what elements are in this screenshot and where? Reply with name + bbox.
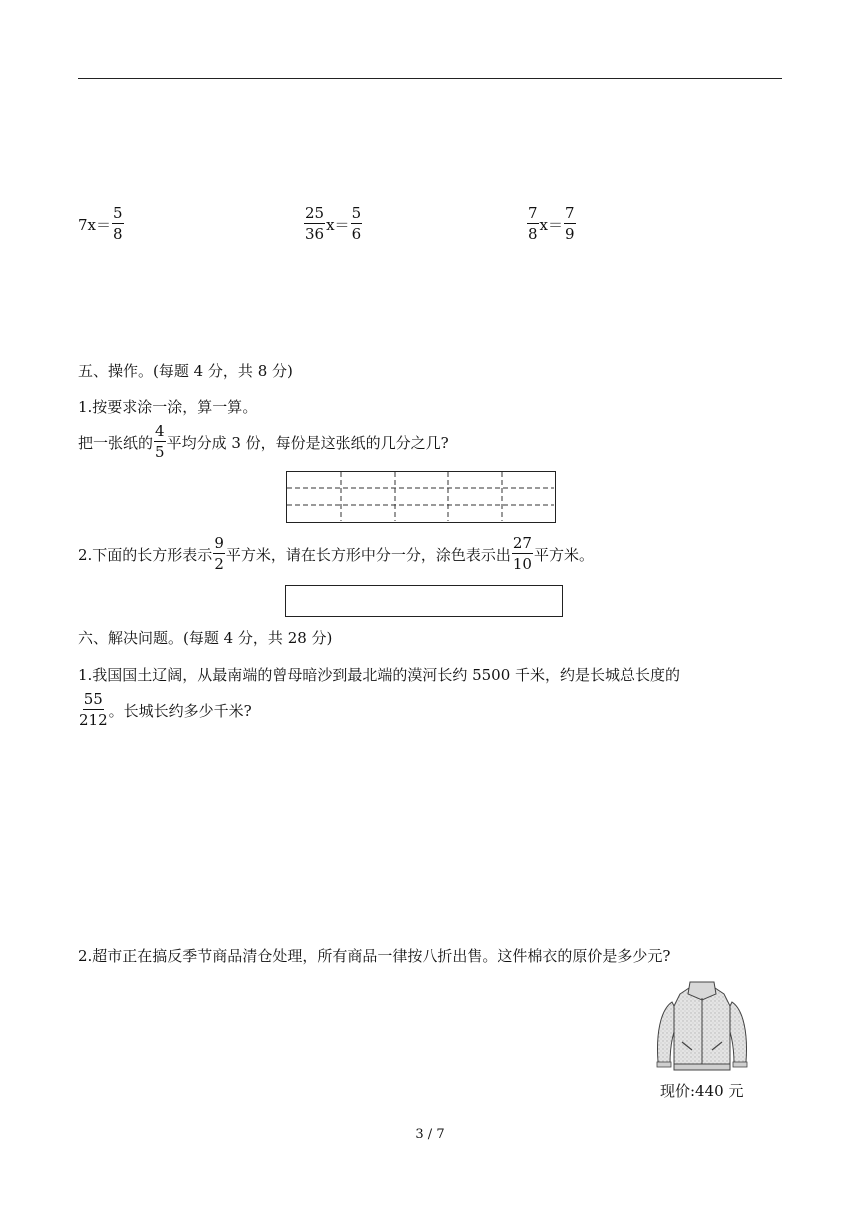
q2-text-pre: 2.下面的长方形表示 [78, 545, 213, 564]
price-label: 现价:440 元 [660, 1082, 744, 1100]
fraction [351, 206, 363, 242]
numerator: 55 [83, 690, 103, 708]
equation-2 [303, 206, 363, 242]
paper-grid-lines [287, 472, 554, 521]
q1-text-post: 。长城长约多少千米? [108, 701, 252, 720]
section-6-heading: 六、解决问题。(每题 4 分，共 28 分) [78, 629, 333, 647]
section-5-q1-title: 1.按要求涂一涂，算一算。 [78, 398, 258, 416]
numerator: 25 [305, 204, 325, 222]
fraction [154, 424, 166, 460]
fraction [564, 206, 576, 242]
paper-grid-diagram [286, 471, 556, 523]
fraction [512, 536, 533, 572]
page-number: 3 / 7 [415, 1127, 445, 1142]
header-rule [78, 78, 782, 79]
denominator: 8 [113, 225, 123, 243]
denominator: 36 [305, 225, 325, 243]
q2-text-post: 平方米。 [533, 545, 594, 564]
numerator: 9 [214, 534, 224, 552]
numerator: 27 [512, 534, 532, 552]
q2-text-mid: 平方米，请在长方形中分一分，涂色表示出 [225, 545, 511, 564]
fraction [304, 206, 325, 242]
fraction [213, 536, 225, 572]
numerator: 7 [565, 204, 575, 222]
numerator: 4 [155, 422, 165, 440]
equation-2-mid: x＝ [326, 215, 350, 234]
fraction [79, 692, 108, 728]
section-6-q1-line2 [78, 692, 252, 728]
fraction [112, 206, 124, 242]
numerator: 7 [528, 204, 538, 222]
denominator: 6 [351, 225, 362, 243]
section-5-q1-text [78, 424, 449, 460]
denominator: 10 [512, 555, 532, 573]
denominator: 8 [528, 225, 538, 243]
denominator: 5 [155, 443, 165, 461]
jacket-image [650, 980, 754, 1076]
rectangle-diagram [285, 585, 563, 617]
equation-1-lhs: 7x＝ [78, 215, 112, 234]
equation-3-mid: x＝ [539, 215, 564, 234]
numerator: 5 [351, 204, 362, 222]
denominator: 2 [214, 555, 224, 573]
equation-1 [78, 206, 125, 242]
numerator: 5 [113, 204, 123, 222]
equation-3 [526, 206, 577, 242]
fraction [527, 206, 539, 242]
q1-text-post: 平均分成 3 份，每份是这张纸的几分之几? [166, 433, 449, 452]
section-6-q2-text: 2.超市正在搞反季节商品清仓处理，所有商品一律按八折出售。这件棉衣的原价是多少元? [78, 947, 671, 965]
denominator: 9 [565, 225, 575, 243]
denominator: 212 [79, 711, 108, 729]
q1-text-pre: 把一张纸的 [78, 433, 154, 452]
section-5-q2-text [78, 536, 594, 572]
section-5-heading: 五、操作。(每题 4 分，共 8 分) [78, 362, 293, 380]
section-6-q1-line1: 1.我国国土辽阔，从最南端的曾母暗沙到最北端的漠河长约 5500 千米，约是长城总长度的 [78, 666, 681, 684]
